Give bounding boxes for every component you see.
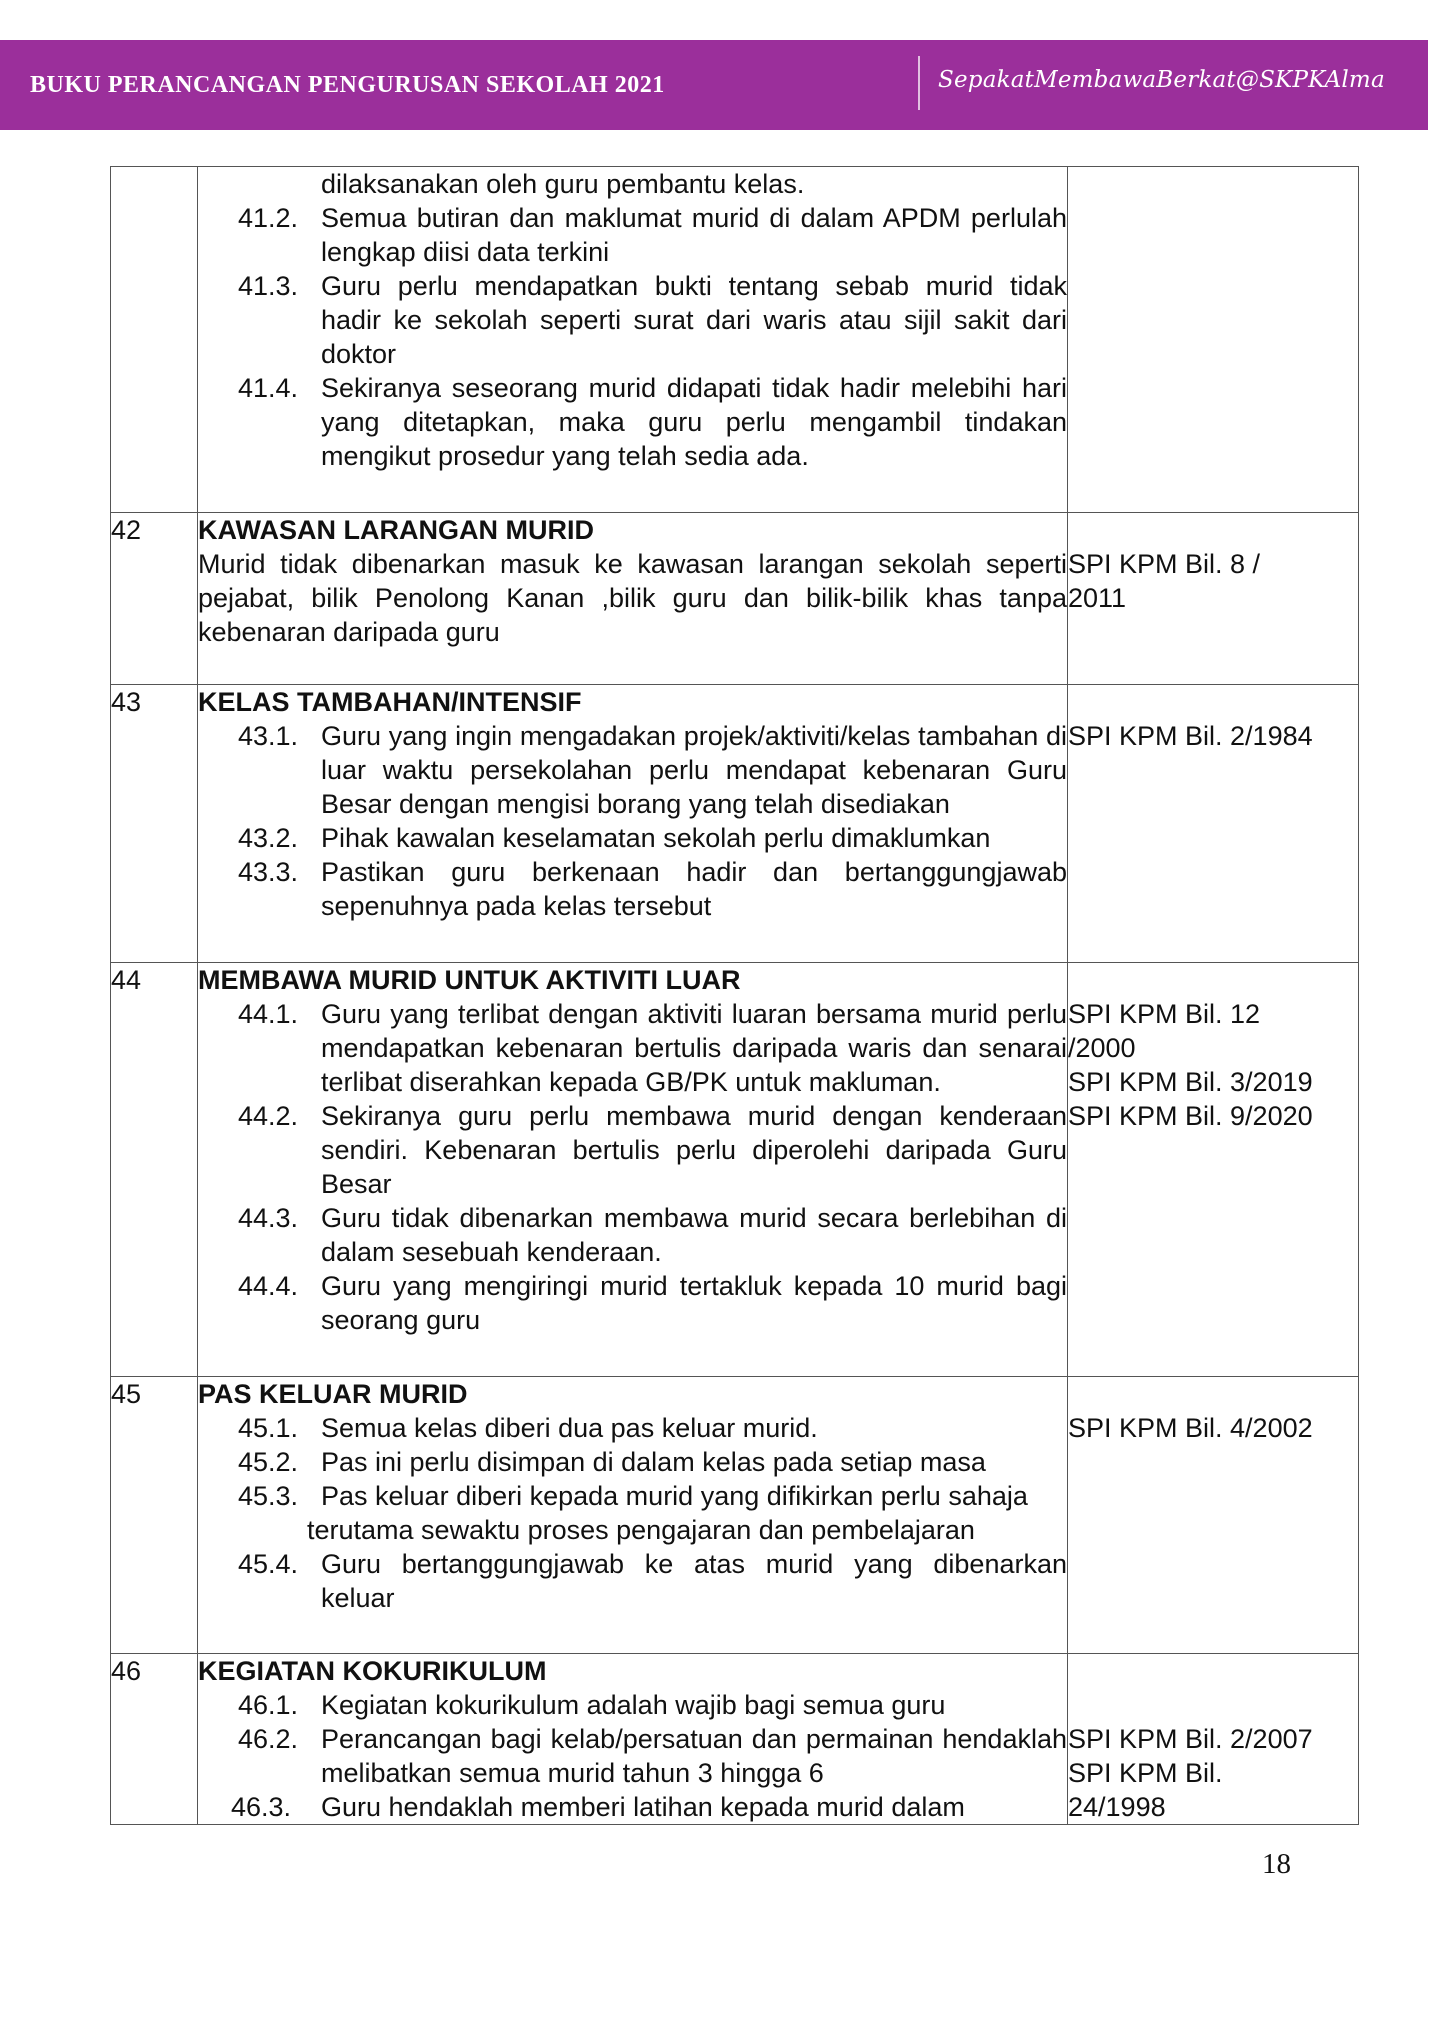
item-text: Sekiranya seseorang murid didapati tidak hadir melebihi hari yang ditetapkan, maka guru perlu mengambil tindakan mengikut prosedur yang telah sedia ada.	[321, 373, 1067, 471]
document-title: BUKU PERANCANGAN PENGURUSAN SEKOLAH 2021	[30, 72, 665, 98]
reference-line: /2000	[1068, 1033, 1136, 1063]
table-row	[111, 1377, 1359, 1654]
item-text: Guru yang mengiringi murid tertakluk kepada 10 murid bagi seorang guru	[321, 1271, 1067, 1335]
item-number: 43.3.	[237, 857, 298, 887]
list-item	[198, 1479, 1067, 1513]
regulations-table	[110, 166, 1359, 1825]
list-item	[198, 201, 1067, 269]
item-text: Guru hendaklah memberi latihan kepada murid dalam	[321, 1792, 965, 1822]
row-number	[111, 167, 198, 513]
item-text: Sekiranya guru perlu membawa murid dengan kenderaan sendiri. Kebenaran bertulis perlu diperolehi daripada Guru Besar	[321, 1101, 1067, 1199]
row-content	[198, 685, 1068, 963]
row-number: 42	[111, 513, 198, 685]
item-text: Kegiatan kokurikulum adalah wajib bagi semua guru	[321, 1690, 946, 1720]
list-item	[198, 1411, 1067, 1445]
item-text: dilaksanakan oleh guru pembantu kelas.	[321, 169, 805, 199]
row-reference	[1068, 1654, 1359, 1825]
item-number: 41.3.	[237, 271, 298, 301]
row-content	[198, 513, 1068, 685]
item-text: terutama sewaktu proses pengajaran dan pembelajaran	[307, 1515, 975, 1545]
page-number: 18	[1262, 1848, 1291, 1880]
reference-line: SPI KPM Bil. 2/1984	[1068, 721, 1313, 751]
item-text: Semua butiran dan maklumat murid di dalam APDM perlulah lengkap diisi data terkini	[321, 203, 1067, 267]
item-text: Guru yang terlibat dengan aktiviti luaran bersama murid perlu mendapatkan kebenaran bertulis daripada waris dan senarai terlibat diserahkan kepada GB/PK untuk makluman.	[321, 999, 1067, 1097]
section-heading: KAWASAN LARANGAN MURID	[198, 515, 594, 545]
item-text: Guru tidak dibenarkan membawa murid secara berlebihan di dalam sesebuah kenderaan.	[321, 1203, 1067, 1267]
item-text: Pas ini perlu disimpan di dalam kelas pada setiap masa	[321, 1447, 986, 1477]
item-number: 43.1.	[237, 721, 298, 751]
list-item	[198, 167, 1067, 201]
header-divider	[918, 56, 920, 110]
item-number: 41.2.	[237, 203, 298, 233]
list-item	[198, 821, 1067, 855]
list-item	[198, 269, 1067, 371]
row-reference	[1068, 963, 1359, 1377]
list-item	[198, 1790, 1067, 1824]
item-text: Pas keluar diberi kepada murid yang difikirkan perlu sahaja	[321, 1481, 1028, 1511]
list-item	[198, 719, 1067, 821]
list-item	[198, 371, 1067, 473]
section-heading: KEGIATAN KOKURIKULUM	[198, 1656, 547, 1686]
row-reference	[1068, 1377, 1359, 1654]
reference-line: SPI KPM Bil. 3/2019	[1068, 1067, 1313, 1097]
item-number: 45.3.	[237, 1481, 298, 1511]
reference-line: SPI KPM Bil. 8 /	[1068, 549, 1261, 579]
reference-line: 2011	[1068, 583, 1127, 613]
item-number: 45.4.	[237, 1549, 298, 1579]
list-item	[198, 1722, 1067, 1790]
item-number: 44.4.	[237, 1271, 298, 1301]
reference-line: SPI KPM Bil. 4/2002	[1068, 1413, 1313, 1443]
table-row	[111, 167, 1359, 513]
item-number: 44.3.	[237, 1203, 298, 1233]
list-item	[198, 1201, 1067, 1269]
item-number: 44.2.	[237, 1101, 298, 1131]
list-item	[198, 1513, 1067, 1547]
header-banner	[0, 40, 1428, 130]
item-number: 44.1.	[237, 999, 298, 1029]
item-number: 46.1.	[237, 1690, 298, 1720]
section-paragraph: Murid tidak dibenarkan masuk ke kawasan larangan sekolah seperti pejabat, bilik Penolong Kanan ,bilik guru dan bilik-bilik khas tanpa kebenaran daripada guru	[198, 549, 1067, 647]
item-text: Perancangan bagi kelab/persatuan dan permainan hendaklah melibatkan semua murid tahun 3 hingga 6	[321, 1724, 1067, 1788]
reference-line: SPI KPM Bil. 12	[1068, 999, 1261, 1029]
reference-line: SPI KPM Bil. 2/2007	[1068, 1724, 1313, 1754]
section-heading: PAS KELUAR MURID	[198, 1379, 468, 1409]
row-number: 44	[111, 963, 198, 1377]
list-item	[198, 1688, 1067, 1722]
list-item	[198, 1445, 1067, 1479]
reference-line: 24/1998	[1068, 1792, 1166, 1822]
list-item	[198, 1269, 1067, 1337]
item-text: Guru yang ingin mengadakan projek/aktiviti/kelas tambahan di luar waktu persekolahan perlu mendapat kebenaran Guru Besar dengan mengisi borang yang telah disediakan	[321, 721, 1067, 819]
school-motto: SepakatMembawaBerkat@SKPKAlma	[938, 67, 1385, 93]
item-number: 45.2.	[237, 1447, 298, 1477]
section-heading: MEMBAWA MURID UNTUK AKTIVITI LUAR	[198, 965, 741, 995]
table-row	[111, 513, 1359, 685]
item-number: 43.2.	[237, 823, 298, 853]
item-number: 45.1.	[237, 1413, 298, 1443]
table-row	[111, 963, 1359, 1377]
list-item	[198, 1547, 1067, 1615]
row-reference	[1068, 513, 1359, 685]
row-reference	[1068, 685, 1359, 963]
item-text: Semua kelas diberi dua pas keluar murid.	[321, 1413, 818, 1443]
item-number: 41.4.	[237, 373, 298, 403]
item-number: 46.3.	[230, 1792, 291, 1822]
table-row	[111, 1654, 1359, 1825]
table-row	[111, 685, 1359, 963]
item-number: 46.2.	[237, 1724, 298, 1754]
section-heading: KELAS TAMBAHAN/INTENSIF	[198, 687, 582, 717]
row-content	[198, 1377, 1068, 1654]
list-item	[198, 997, 1067, 1099]
row-content	[198, 167, 1068, 513]
row-content	[198, 1654, 1068, 1825]
list-item	[198, 1099, 1067, 1201]
item-text: Pastikan guru berkenaan hadir dan bertanggungjawab sepenuhnya pada kelas tersebut	[321, 857, 1067, 921]
row-reference	[1068, 167, 1359, 513]
reference-line: SPI KPM Bil.	[1068, 1758, 1223, 1788]
row-number: 46	[111, 1654, 198, 1825]
item-text: Guru bertanggungjawab ke atas murid yang dibenarkan keluar	[321, 1549, 1067, 1613]
row-number: 43	[111, 685, 198, 963]
reference-line: SPI KPM Bil. 9/2020	[1068, 1101, 1313, 1131]
item-text: Pihak kawalan keselamatan sekolah perlu dimaklumkan	[321, 823, 991, 853]
item-text: Guru perlu mendapatkan bukti tentang sebab murid tidak hadir ke sekolah seperti surat dari waris atau sijil sakit dari doktor	[321, 271, 1067, 369]
list-item	[198, 855, 1067, 923]
row-content	[198, 963, 1068, 1377]
row-number: 45	[111, 1377, 198, 1654]
